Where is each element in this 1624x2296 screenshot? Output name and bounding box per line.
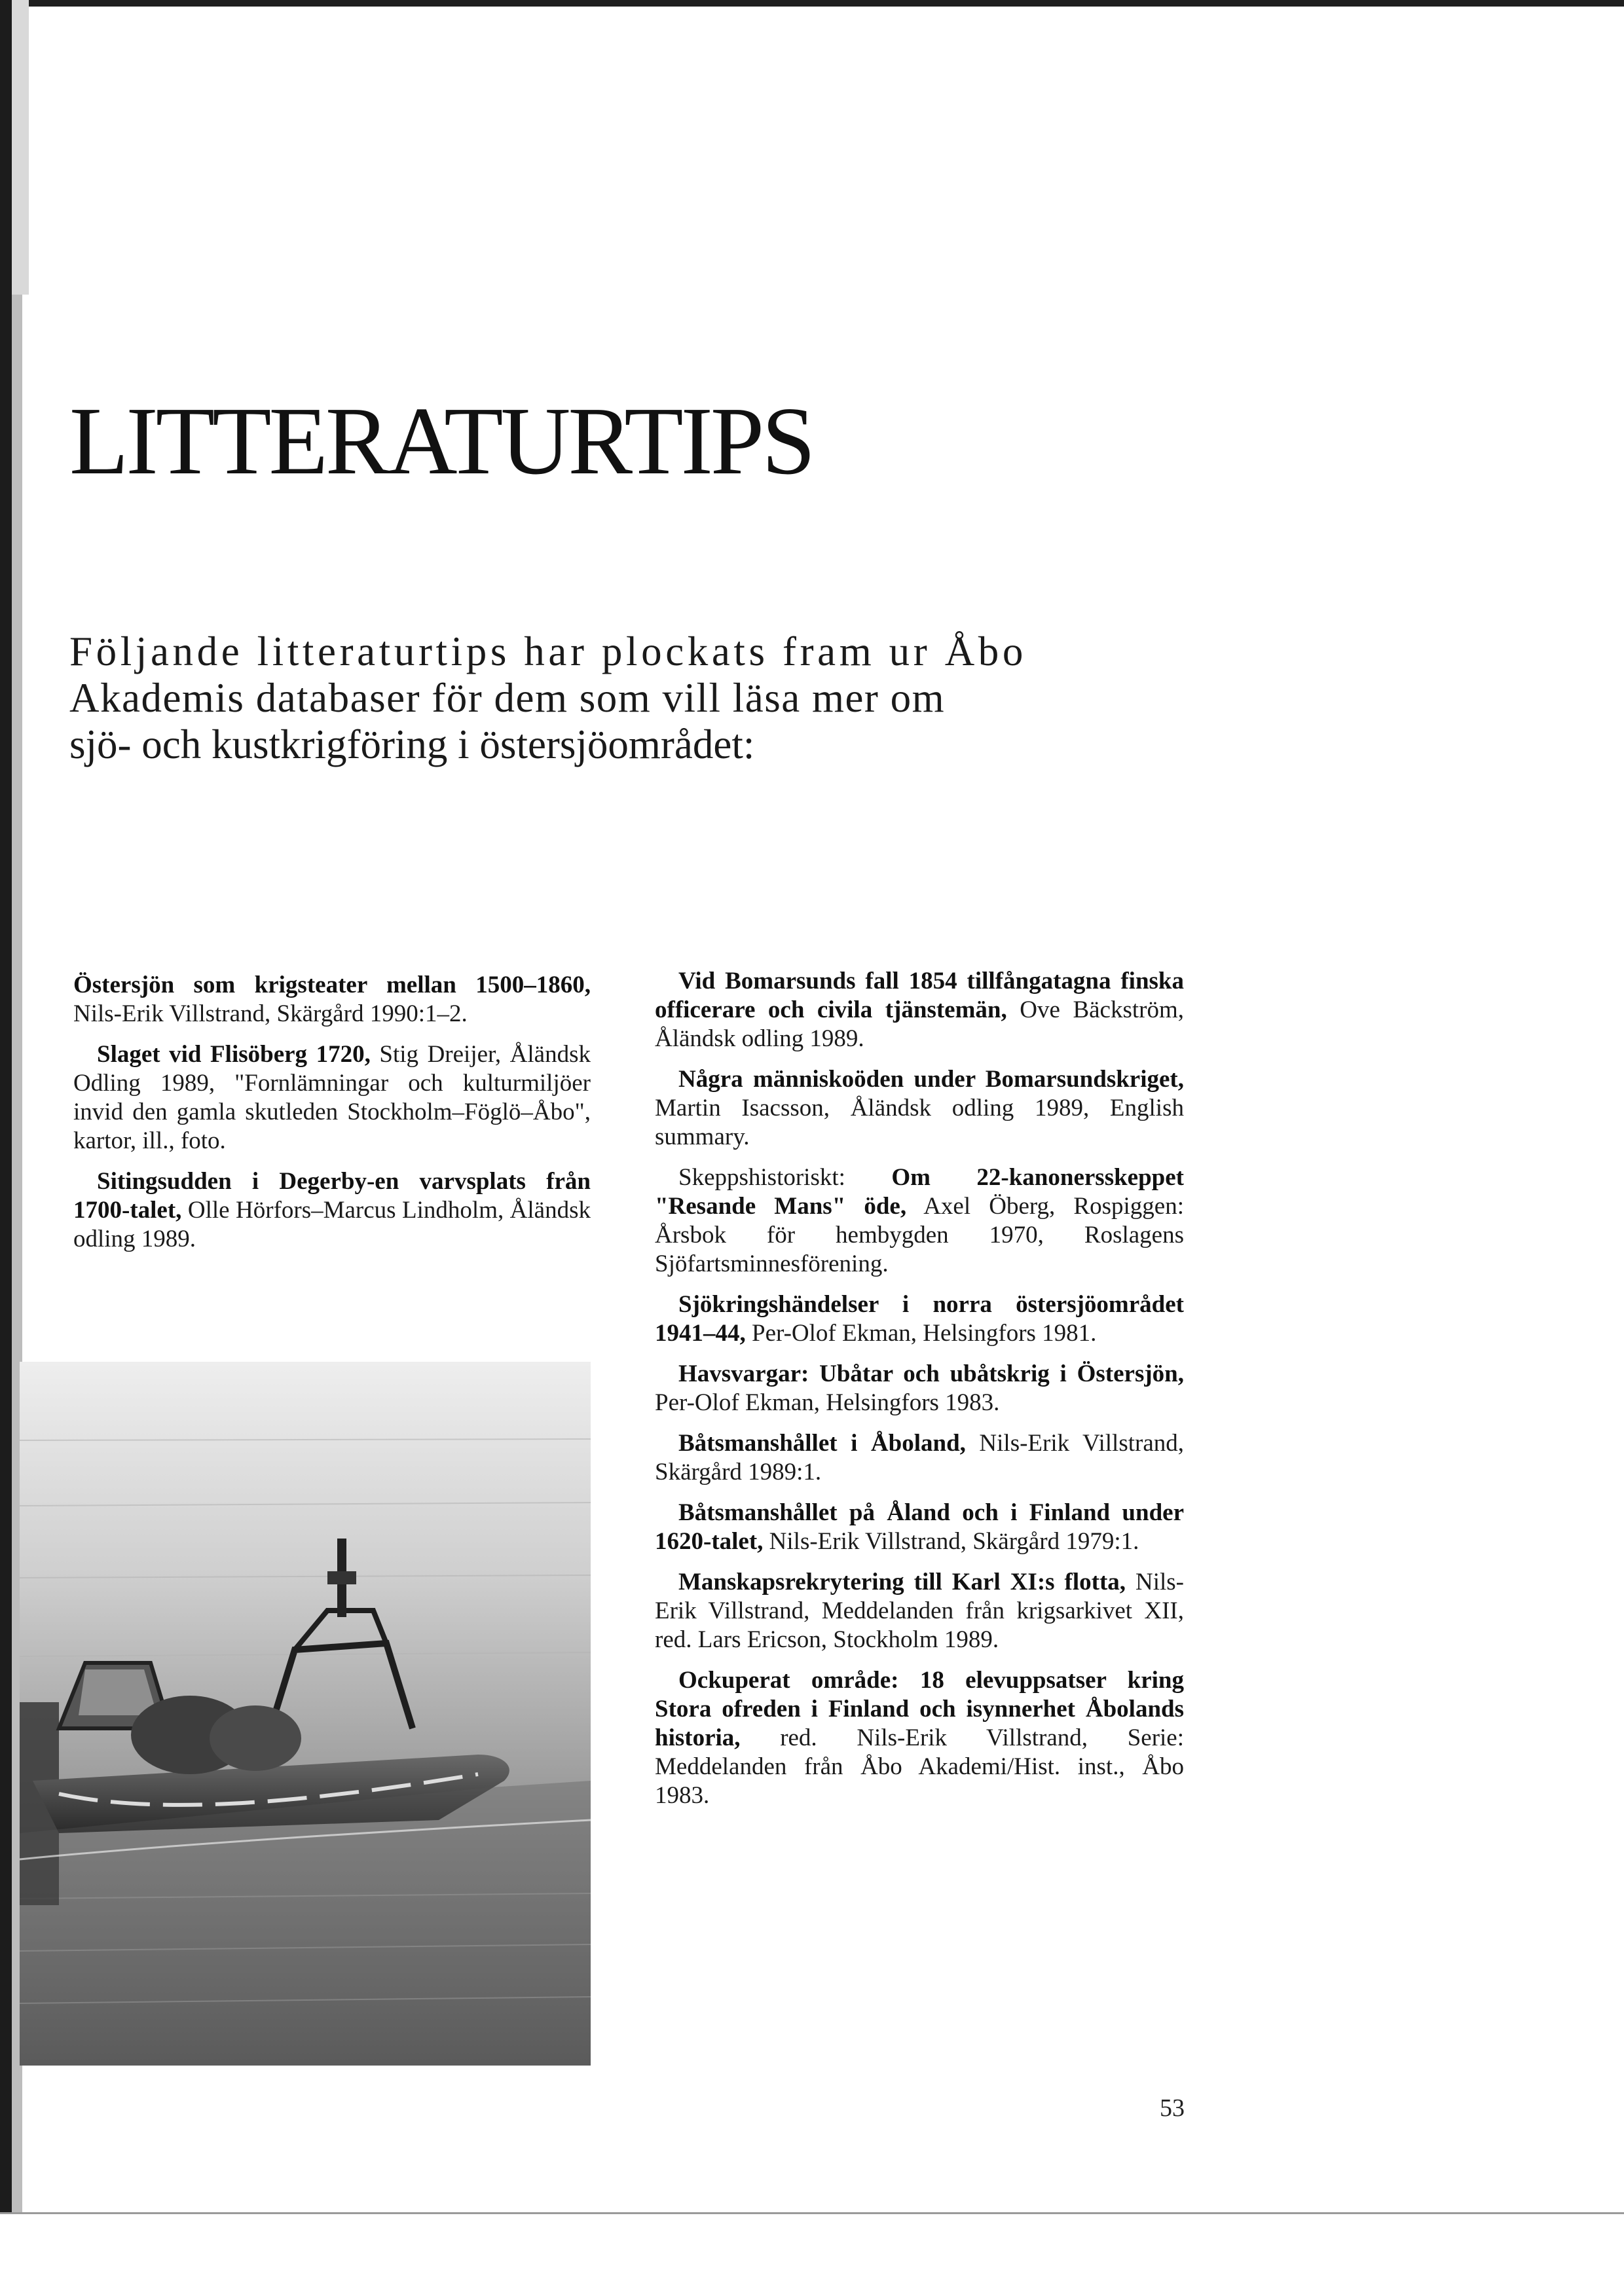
scan-left-shade <box>12 0 29 295</box>
entry-title: Slaget vid Flisöberg 1720, <box>97 1041 371 1068</box>
boat-photo-illustration <box>20 1362 591 2066</box>
page-title: LITTERATURTIPS <box>69 388 813 495</box>
scan-bottom-edge <box>0 2212 1624 2296</box>
scan-left-edge <box>0 0 12 2296</box>
literature-entry <box>655 1065 1184 1152</box>
left-column <box>73 971 591 1266</box>
entry-details: Per-Olof Ekman, Helsingfors 1981. <box>745 1320 1097 1347</box>
entry-title: Sjökringshändelser i norra östersjöområdet 1941–44, <box>655 1291 1184 1347</box>
intro-line: Akademis databaser för dem som vill läsa mer om <box>69 675 946 721</box>
literature-entry <box>655 1666 1184 1810</box>
intro-paragraph <box>69 629 1183 768</box>
entry-title: Vid Bomarsunds fall 1854 tillfångatagna finska officerare och civila tjänstemän, <box>655 968 1184 1023</box>
entry-details: Nils-Erik Villstrand, Meddelanden från krigsarkivet XII, red. Lars Ericson, Stockholm 1989. <box>655 1569 1185 1653</box>
entry-details: Martin Isacsson, Åländsk odling 1989, English summary. <box>655 1095 1184 1150</box>
entry-details: Olle Hörfors–Marcus Lindholm, Åländsk odling 1989. <box>73 1197 591 1252</box>
intro-line: sjö- och kustkrigföring i östersjöområdet: <box>69 721 755 767</box>
entry-details: Stig Dreijer, Åländsk Odling 1989, "Fornlämningar och kulturmiljöer invid den gamla skutleden Stockholm–Föglö–Åbo", kartor, ill., foto. <box>73 1041 591 1154</box>
entry-details: Nils-Erik Villstrand, Skärgård 1990:1–2. <box>73 1000 468 1027</box>
literature-entry <box>655 1568 1184 1654</box>
literature-entry <box>655 1360 1184 1417</box>
entry-title: Havsvargar: Ubåtar och ubåtskrig i Östersjön, <box>678 1360 1184 1387</box>
literature-entry <box>73 971 591 1029</box>
literature-entry <box>655 1429 1184 1487</box>
entry-title: Om 22-kanonersskeppet "Resande Mans" öde, <box>655 1164 1184 1220</box>
entry-title: Några människoöden under Bomarsundskriget, <box>678 1066 1184 1093</box>
entry-details: Per-Olof Ekman, Helsingfors 1983. <box>655 1389 1000 1416</box>
intro-line: Följande litteraturtips har plockats fram ur Åbo <box>69 629 1027 674</box>
entry-details: Ove Bäckström, Åländsk odling 1989. <box>655 996 1184 1052</box>
inflatable-boat-photo <box>20 1362 591 2066</box>
scan-top-edge <box>0 0 1624 7</box>
literature-entry <box>73 1167 591 1254</box>
entry-title: Båtsmanshållet på Åland och i Finland under 1620-talet, <box>655 1499 1184 1555</box>
literature-entry <box>73 1040 591 1156</box>
entry-title: Manskapsrekrytering till Karl XI:s flotta, <box>678 1569 1126 1595</box>
entry-title: Sitingsudden i Degerby-en varvsplats från 1700-talet, <box>73 1168 591 1224</box>
literature-entry <box>655 1163 1184 1279</box>
literature-entry <box>655 967 1184 1053</box>
page-number: 53 <box>1160 2094 1185 2122</box>
entry-details: red. Nils-Erik Villstrand, Serie: Meddelanden från Åbo Akademi/Hist. inst., Åbo 1983. <box>655 1724 1184 1809</box>
right-column <box>655 967 1184 1822</box>
entry-details: Nils-Erik Villstrand, Skärgård 1979:1. <box>763 1528 1139 1555</box>
entry-title: Östersjön som krigsteater mellan 1500–1860, <box>73 972 591 998</box>
entry-details: Nils-Erik Villstrand, Skärgård 1989:1. <box>655 1430 1185 1485</box>
entry-prefix: Skeppshistoriskt: <box>678 1164 892 1191</box>
literature-entry <box>655 1290 1184 1348</box>
entry-details: Axel Öberg, Rospiggen: Årsbok för hembygden 1970, Roslagens Sjöfartsminnesförening. <box>655 1193 1184 1277</box>
literature-entry <box>655 1499 1184 1556</box>
entry-title: Båtsmanshållet i Åboland, <box>678 1430 966 1457</box>
entry-title: Ockuperat område: 18 elevuppsatser kring Stora ofreden i Finland och isynnerhet Åbolands historia, <box>655 1667 1184 1751</box>
